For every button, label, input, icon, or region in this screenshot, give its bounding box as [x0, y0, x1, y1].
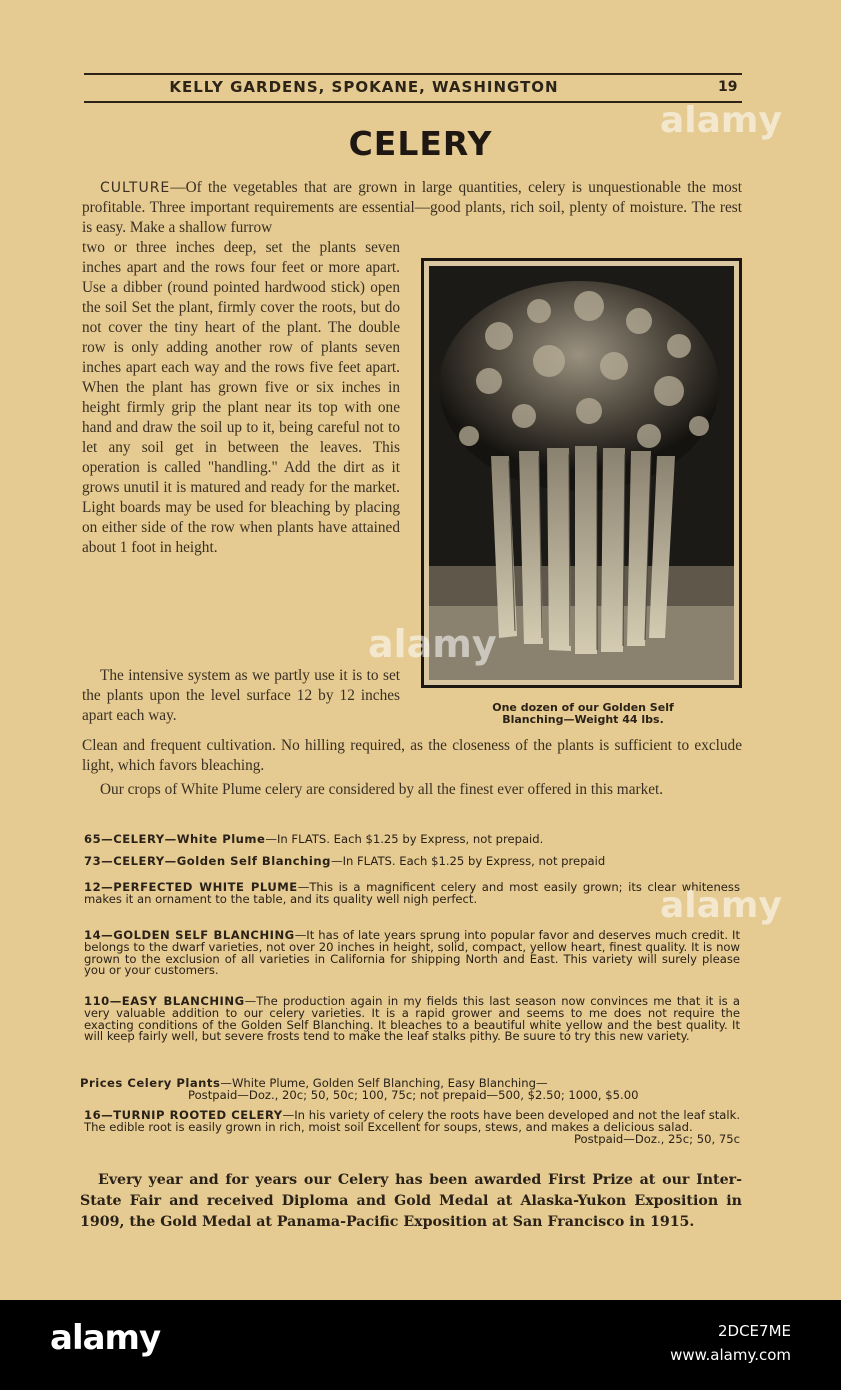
listing-65-text: —In FLATS. Each $1.25 by Express, not prepaid.: [265, 832, 544, 846]
stock-url: www.alamy.com: [670, 1346, 791, 1364]
intro-text: —Of the vegetables that are grown in large quantities, celery is unquestionable the most profitable. Three important requirements are essential—good plants, rich soil, plenty of moisture. The rest is easy. Make a shallow furrow: [82, 179, 742, 236]
price-listing: [80, 1078, 742, 1102]
intensive-system-text: The intensive system as we partly use it is to set the plants upon the level surface 12 by 12 inches apart each way.: [82, 667, 400, 724]
photo-caption: [420, 702, 746, 726]
listing-12-head: 12—PERFECTED WHITE PLUME: [84, 880, 298, 894]
watermark-top-right: alamy: [660, 100, 782, 141]
culture-column-text: two or three inches deep, set the plants seven inches apart and the rows four feet or more apart. Use a dibber (round pointed hardwood stick) open the soil Set the plant, firmly cover the roots, but do not cover the tiny heart of the plant. The double row is only adding another row of plants seven inches apart each way and the rows five feet apart. When the plant has grown five or six inches in height firmly grip the plant near its top with one hand and draw the soil up to it, being careful not to let any soil get in between the leaves. This operation is called "handling." Add the dirt as it grows unutil it is matured and ready for the market. Light boards may be used for bleaching by placing on either side of the row when plants have attained about 1 foot in height.: [82, 239, 400, 556]
price-listing-prices: Postpaid—Doz., 20c; 50, 50c; 100, 75c; not prepaid—500, $2.50; 1000, $5.00: [188, 1087, 639, 1102]
listing-110-head: 110—EASY BLANCHING: [84, 994, 245, 1008]
photo-caption-line2: Blanching—Weight 44 lbs.: [502, 713, 664, 726]
cultivation-paragraph: Clean and frequent cultivation. No hilling required, as the closeness of the plants is sufficient to exclude light, which favors bleaching.: [82, 737, 742, 774]
running-header: KELLY GARDENS, SPOKANE, WASHINGTON: [169, 78, 559, 96]
listing-16-price: Postpaid—Doz., 25c; 50, 75c: [573, 1131, 740, 1146]
price-listing-head: Prices Celery Plants: [80, 1076, 221, 1090]
awards-paragraph: Every year and for years our Celery has been awarded First Prize at our Inter-State Fair and received Diploma and Gold Medal at Alaska-Yukon Exposition in 1909, the Gold Medal at Panama-Pacific Exposition at San Francisco in 1915.: [80, 1172, 742, 1230]
listing-73: [84, 856, 740, 868]
celery-photo-illustration: [429, 266, 734, 680]
header-rule-top: [84, 73, 742, 75]
stock-image-id: 2DCE7ME: [717, 1322, 791, 1340]
listing-14-head: 14—GOLDEN SELF BLANCHING: [84, 928, 295, 942]
header-rule-bottom: [84, 101, 742, 103]
intro-lead: CULTURE: [100, 180, 171, 196]
listing-12: [84, 882, 740, 906]
page-number: 19: [718, 79, 738, 95]
page-title: CELERY: [348, 124, 493, 163]
listing-14: [84, 930, 740, 977]
listing-110-text: —The production again in my fields this last season now convinces me that it is a very valuable addition to our celery varieties. It is a rapid grower and seems to me does not require the exacting conditions of the Golden Self Blanching. It bleaches to a beautiful white yellow and the best quality. It will keep fairly well, but severe frosts tend to make the leaf stalks pithy. Be suure to try this new variety.: [84, 994, 740, 1044]
listing-73-head: 73—CELERY—Golden Self Blanching: [84, 854, 331, 868]
listing-16-text: —In his variety of celery the roots have been developed and not the leaf stalk. The edible root is easily grown in rich, moist soil Excellent for soups, stews, and makes a delicious salad.: [84, 1108, 740, 1134]
listing-65: [84, 834, 740, 846]
listing-65-head: 65—CELERY—White Plume: [84, 832, 266, 846]
listing-110: [84, 996, 740, 1043]
watermark-center: alamy: [368, 622, 497, 666]
listing-73-text: —In FLATS. Each $1.25 by Express, not prepaid: [330, 854, 606, 868]
alamy-logo: alamy: [50, 1318, 161, 1358]
photo-caption-line1: One dozen of our Golden Self: [492, 701, 674, 714]
intro-paragraph: [82, 178, 742, 238]
listing-16: [84, 1110, 740, 1145]
watermark-mid-right: alamy: [660, 885, 782, 926]
listing-14-text: —It has of late years sprung into popular favor and deserves much credit. It belongs to the dwarf varieties, not over 20 inches in height, solid, compact, yellow heart, finest quality. It is now grown to the exclusion of all varieties in California for shipping North and East. This variety will surely please you or your customers.: [84, 928, 740, 978]
listing-12-text: —This is a magnificent celery and most easily grown; its clear whiteness makes it an ornament to the table, and its quality well nigh perfect.: [84, 880, 741, 906]
celery-photo: [429, 266, 734, 680]
listing-16-head: 16—TURNIP ROOTED CELERY: [84, 1108, 283, 1122]
price-listing-text: —White Plume, Golden Self Blanching, Easy Blanching—: [220, 1076, 548, 1090]
crops-paragraph: Our crops of White Plume celery are considered by all the finest ever offered in this market.: [100, 781, 664, 798]
